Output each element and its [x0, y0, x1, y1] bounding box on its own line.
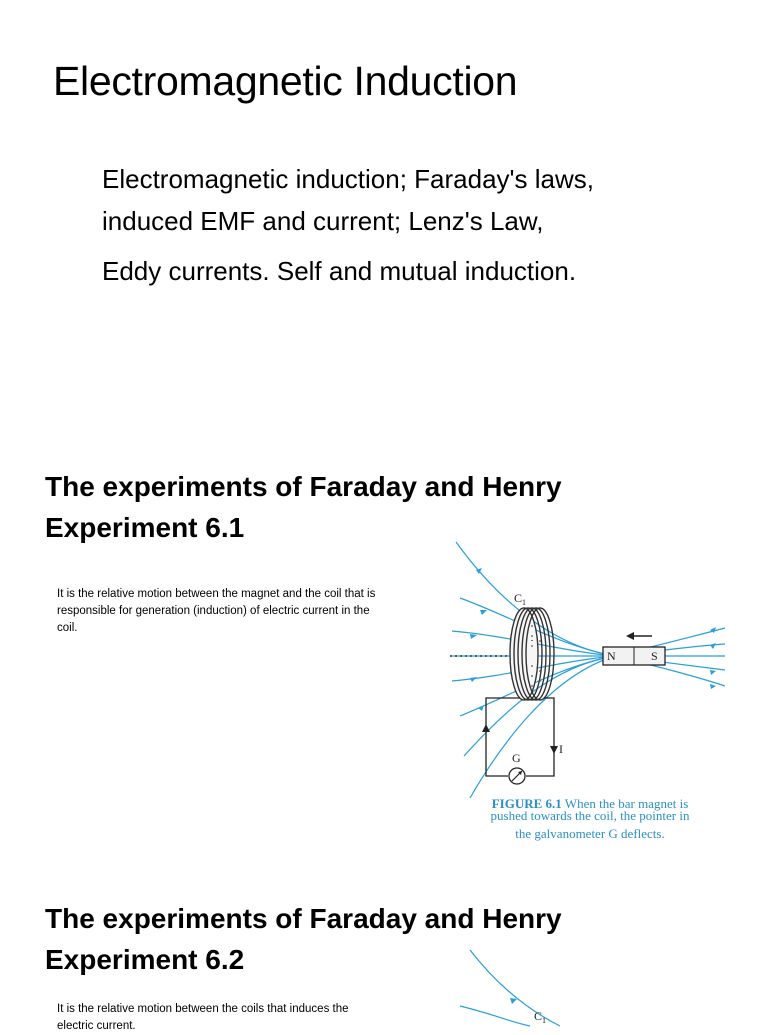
- motion-arrow-left-icon: [626, 632, 652, 640]
- topic-line-3: Eddy currents. Self and mutual induction.: [102, 256, 577, 286]
- magnet-south-label: S: [651, 649, 658, 663]
- experiment-heading-line-2: Experiment 6.2: [45, 944, 245, 975]
- experiment-heading-line-1: The experiments of Faraday and Henry: [45, 903, 562, 934]
- figure-caption-line-2: pushed towards the coil, the pointer in: [490, 808, 690, 823]
- topic-line-1: Electromagnetic induction; Faraday's laws,: [102, 164, 594, 194]
- current-arrow-up: [482, 724, 490, 732]
- topic-list: [102, 158, 594, 292]
- magnetic-field-lines: [452, 542, 725, 798]
- figure-caption-line-3: the galvanometer G deflects.: [515, 826, 665, 841]
- figure-caption-line-1: FIGURE 6.1 When the bar magnet is: [491, 796, 689, 811]
- slide-experiment-6-2: [0, 880, 768, 1032]
- experiment-description: It is the relative motion between the magnet and the coil that is responsible for generation (induction) of electric current in the coil.: [57, 588, 376, 634]
- figure-6-1-caption: [440, 808, 740, 852]
- experiment-description: It is the relative motion between the coils that induces the electric current.: [57, 1003, 349, 1032]
- current-arrow-down: [550, 746, 558, 754]
- current-label: I: [559, 742, 563, 756]
- slide-experiment-6-1: [0, 440, 768, 860]
- experiment-heading-line-2: Experiment 6.1: [45, 512, 245, 543]
- slide-title-heading: Electromagnetic Induction: [53, 58, 518, 104]
- figure-6-1: [440, 536, 740, 816]
- slide-title: [0, 0, 768, 440]
- coil-label: $C_1$: [514, 591, 527, 607]
- coil-label: $C_1$: [534, 1009, 547, 1025]
- topic-line-2: induced EMF and current; Lenz's Law,: [102, 206, 544, 236]
- galvanometer-label: G: [512, 751, 521, 765]
- galvanometer-icon: [509, 768, 525, 784]
- figure-6-2: [440, 946, 640, 1026]
- experiment-heading-line-1: The experiments of Faraday and Henry: [45, 471, 562, 502]
- magnet-north-label: N: [607, 649, 616, 663]
